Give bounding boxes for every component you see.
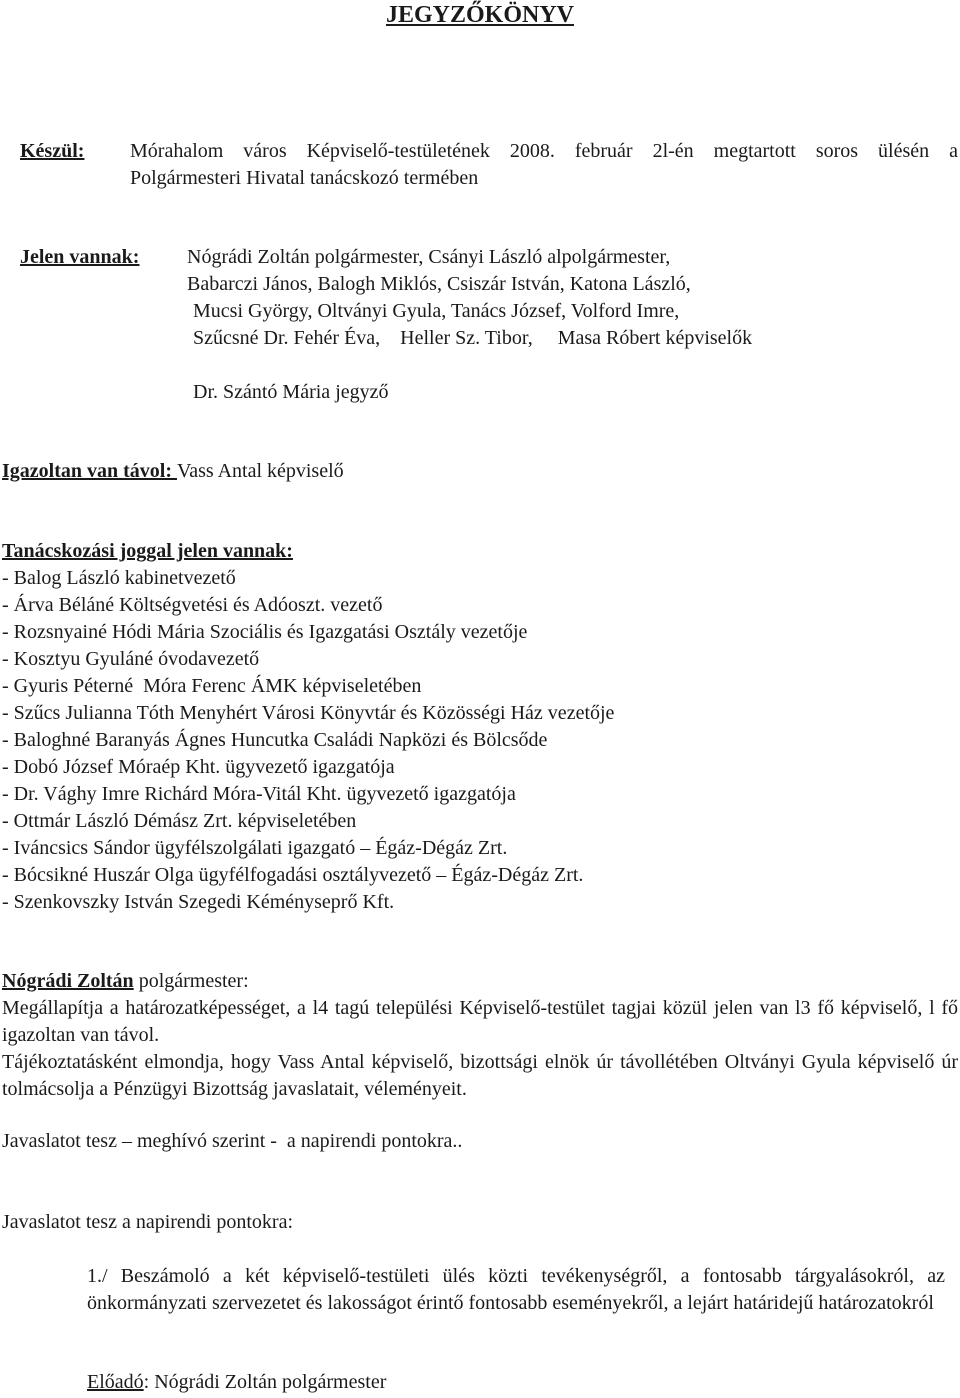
eloado-text: : Nógrádi Zoltán polgármester	[143, 1371, 387, 1393]
speaker-name: Nógrádi Zoltán	[2, 970, 134, 992]
list-item: - Szűcs Julianna Tóth Menyhért Városi Könyvtár és Közösségi Ház vezetője	[2, 702, 615, 724]
list-item: - Iváncsics Sándor ügyfélszolgálati igazgató – Égáz-Dégáz Zrt.	[2, 837, 508, 859]
list-item: - Gyuris Péterné Móra Ferenc ÁMK képviseletében	[2, 675, 422, 697]
list-item: - Szenkovszky István Szegedi Kéményseprő Kft.	[2, 891, 395, 913]
speaker-role: polgármester:	[133, 970, 249, 992]
jelen-label: Jelen vannak:	[20, 246, 140, 268]
jelen-line-4: Szűcsné Dr. Fehér Éva, Heller Sz. Tibor, Masa Róbert képviselők	[193, 327, 753, 349]
jelen-line-3: Mucsi György, Oltványi Gyula, Tanács József, Volford Imre,	[193, 300, 680, 322]
list-item: - Dr. Vághy Imre Richárd Móra-Vitál Kht. ügyvezető igazgatója	[2, 783, 516, 805]
list-item: - Árva Béláné Költségvetési és Adóoszt. vezető	[2, 594, 383, 616]
tavol-line	[2, 458, 344, 485]
jelen-line-1: Nógrádi Zoltán polgármester, Csányi László alpolgármester,	[187, 246, 671, 268]
javaslat-line-1: Javaslatot tesz – meghívó szerint - a napirendi pontokra..	[2, 1130, 463, 1152]
list-item: - Ottmár László Démász Zrt. képviseletében	[2, 810, 357, 832]
list-item: - Dobó József Móraép Kht. ügyvezető igazgatója	[2, 756, 395, 778]
document-title: JEGYZŐKÖNYV	[385, 2, 574, 28]
speaker-line	[2, 968, 249, 995]
keszul-text-line2: Polgármesteri Hivatal tanácskozó termében	[130, 167, 479, 189]
jelen-line-2: Babarczi János, Balogh Miklós, Csiszár István, Katona László,	[187, 273, 691, 295]
list-item: - Bócsikné Huszár Olga ügyfélfogadási osztályvezető – Égáz-Dégáz Zrt.	[2, 864, 584, 886]
list-item: - Baloghné Baranyás Ágnes Huncutka Családi Napközi és Bölcsőde	[2, 729, 548, 751]
javaslat-line-2: Javaslatot tesz a napirendi pontokra:	[2, 1211, 294, 1233]
eloado-line	[87, 1369, 386, 1396]
tanacskozasi-label: Tanácskozási joggal jelen vannak:	[2, 540, 293, 562]
list-item: - Kosztyu Gyuláné óvodavezető	[2, 648, 260, 670]
agenda-item-1: 1./ Beszámoló a két képviselő-testületi ülés közti tevékenységről, a fontosabb tárgyalásokról, az önkormányzati szervezetet és lakosságot érintő fontosabb eseményekről, a lejárt határidejű határozatokról	[87, 1265, 945, 1314]
paragraph-info: Tájékoztatásként elmondja, hogy Vass Antal képviselő, bizottsági elnök úr távollétében Oltványi Gyula képviselő úr tolmácsolja a Pénzügyi Bizottság javaslatait, véleményeit.	[2, 1051, 958, 1100]
jegyzo-line: Dr. Szántó Mária jegyző	[193, 381, 389, 403]
keszul-line1	[20, 138, 84, 165]
keszul-label: Készül:	[20, 140, 85, 162]
list-item: - Rozsnyainé Hódi Mária Szociális és Igazgatási Osztály vezetője	[2, 621, 528, 643]
tavol-label: Igazoltan van távol:	[2, 460, 177, 482]
keszul-text-line1: Mórahalom város Képviselő-testületének 2008. február 2l-én megtartott soros ülésén a	[130, 140, 958, 162]
tavol-text: Vass Antal képviselő	[177, 460, 344, 482]
paragraph-quorum: Megállapítja a határozatképességet, a l4 tagú települési Képviselő-testület tagjai közül jelen van l3 fő képviselő, l fő igazoltan van távol.	[2, 997, 958, 1046]
eloado-label: Előadó	[87, 1371, 144, 1393]
list-item: - Balog László kabinetvezető	[2, 567, 236, 589]
attendee-list	[2, 565, 614, 916]
